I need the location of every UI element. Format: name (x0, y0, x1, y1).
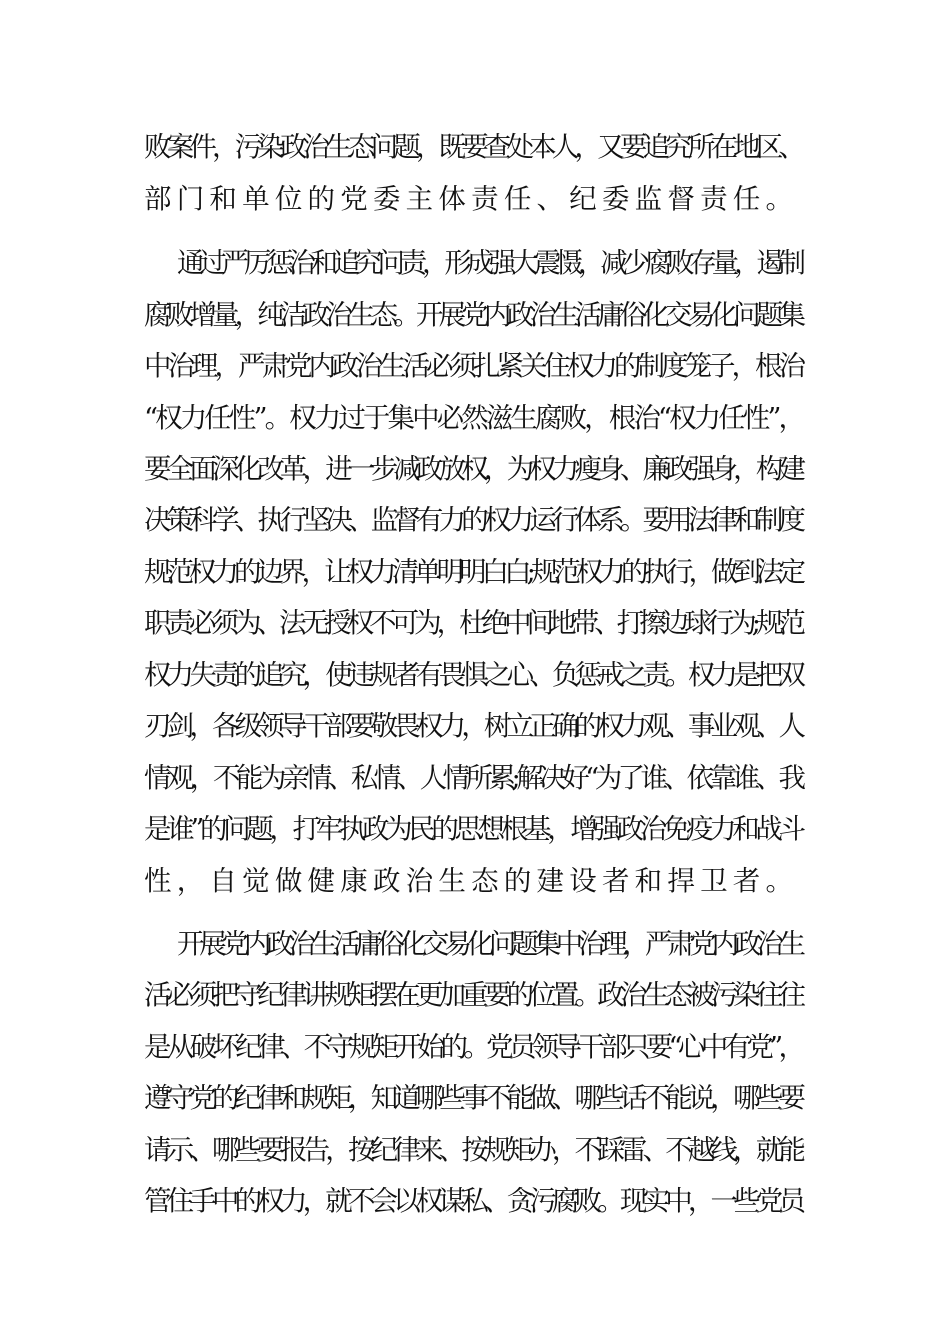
line-text: 败案件，污染政治生态问题，既要查处本人，又要追究所在地区、 (144, 131, 802, 163)
line-text: 通过严厉惩治和追究问责，形成强大震慑，减少腐败存量，遏制 (177, 247, 801, 279)
line-text: 性，自觉做健康政治生态的建设者和捍卫者。 (144, 865, 799, 897)
line-text: 职责必须为、法无授权不可为，杜绝中间地带、打擦边球行为;规范 (144, 607, 802, 639)
text-line (0, 240, 950, 286)
text-line (0, 1024, 950, 1070)
line-text: 遵守党的纪律和规矩，知道哪些事不能做、哪些话不能说，哪些要 (144, 1082, 802, 1114)
text-line (0, 600, 950, 646)
text-line (0, 446, 950, 492)
line-text: 是从破坏纪律、不守规矩开始的。党员领导干部只要“心中有党”， (144, 1031, 802, 1063)
text-line (0, 292, 950, 338)
text-line (0, 176, 950, 222)
text-line (0, 921, 950, 967)
line-text: 规范权力的边界，让权力清单明明白白;规范权力的执行，做到法定 (144, 556, 802, 588)
line-text: 管住手中的权力，就不会以权谋私、贪污腐败。现实中，一些党员 (144, 1185, 802, 1217)
text-line (0, 1127, 950, 1173)
text-line (0, 703, 950, 749)
text-line (0, 497, 950, 543)
line-text: 决策科学、执行坚决、监督有力的权力运行体系。要用法律和制度 (144, 504, 802, 536)
line-text: 请示、哪些要报告，按纪律来、按规矩办，不踩雷、不越线，就能 (144, 1134, 802, 1166)
line-text: 是谁”的问题，打牢执政为民的思想根基，增强政治免疫力和战斗 (144, 813, 802, 845)
text-line (0, 549, 950, 595)
line-text: 腐败增量，纯洁政治生态。开展党内政治生活庸俗化交易化问题集 (144, 299, 802, 331)
line-text: 活必须把守纪律讲规矩摆在更加重要的位置。政治生态被污染往往 (144, 979, 802, 1011)
line-text: 情观，不能为亲情、私情、人情所累;解决好“为了谁、依靠谁、我 (144, 762, 802, 794)
text-line (0, 972, 950, 1018)
line-text: 部门和单位的党委主体责任、纪委监督责任。 (144, 183, 799, 215)
text-line (0, 755, 950, 801)
line-text: 开展党内政治生活庸俗化交易化问题集中治理，严肃党内政治生 (177, 928, 801, 960)
text-line (0, 858, 950, 904)
line-text: “权力任性”。权力过于集中必然滋生腐败，根治“权力任性”， (144, 402, 804, 434)
line-text: 权力失责的追究，使违规者有畏惧之心、负惩戒之责。权力是把双 (144, 659, 802, 691)
line-text: 刃剑，各级领导干部要敬畏权力，树立正确的权力观、事业观、人 (144, 710, 802, 742)
line-text: 中治理，严肃党内政治生活必须扎紧关住权力的制度笼子，根治 (144, 350, 802, 382)
text-line (0, 395, 950, 441)
text-line (0, 343, 950, 389)
text-line (0, 124, 950, 170)
text-line (0, 1075, 950, 1121)
text-line (0, 652, 950, 698)
line-text: 要全面深化改革，进一步减政放权，为权力瘦身、廉政强身，构建 (144, 453, 802, 485)
text-line (0, 806, 950, 852)
text-line (0, 1178, 950, 1224)
